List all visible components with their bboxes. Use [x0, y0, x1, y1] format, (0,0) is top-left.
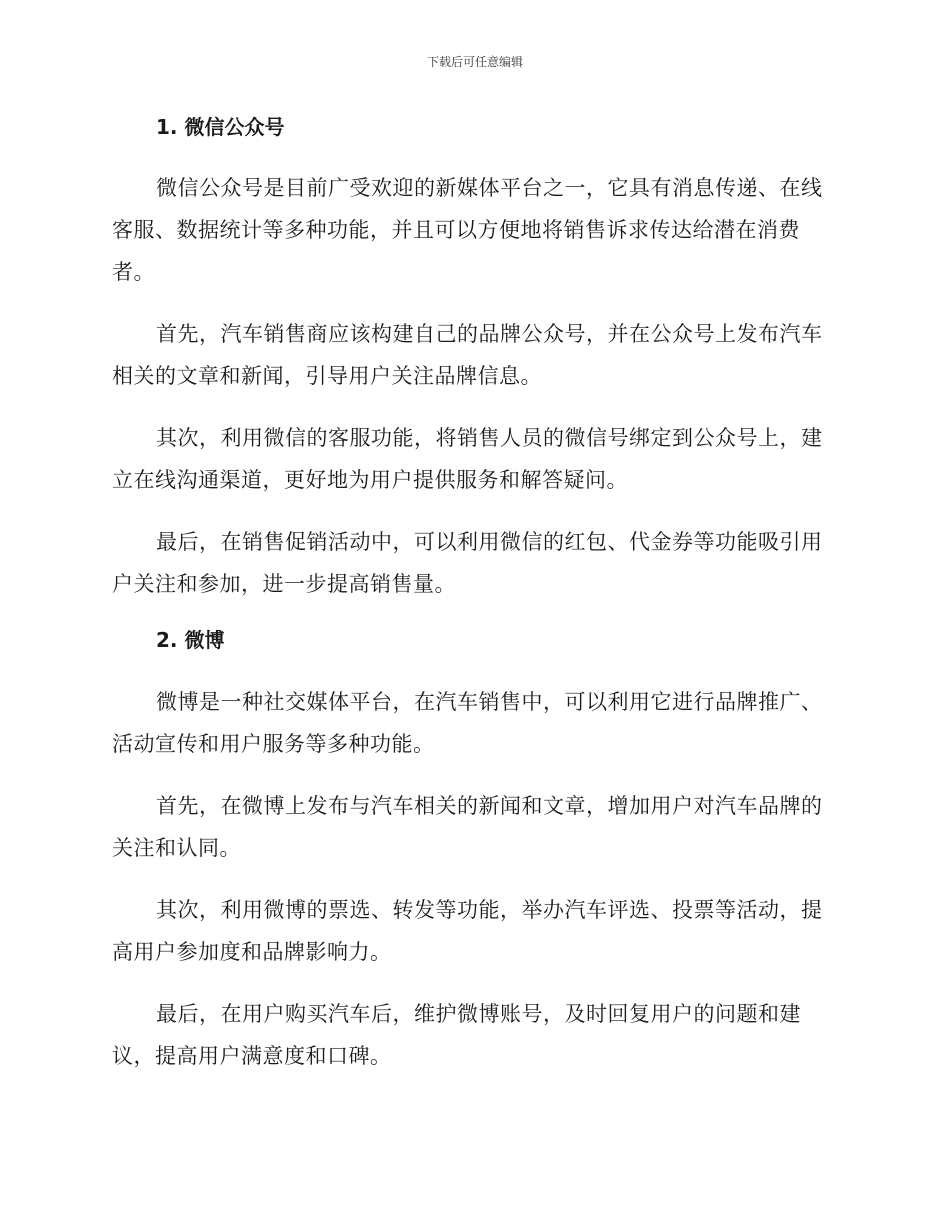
- section-heading-weibo: 2. 微博: [156, 628, 225, 652]
- paragraph: 首先，在微博上发布与汽车相关的新闻和文章，增加用户对汽车品牌的关注和认同。: [112, 794, 823, 860]
- paragraph: 其次，利用微信的客服功能，将销售人员的微信号绑定到公众号上，建立在线沟通渠道，更好地为用户提供服务和解答疑问。: [112, 426, 823, 492]
- paragraph: 首先，汽车销售商应该构建自己的品牌公众号，并在公众号上发布汽车相关的文章和新闻，引导用户关注品牌信息。: [112, 322, 823, 388]
- paragraph: 微博是一种社交媒体平台，在汽车销售中，可以利用它进行品牌推广、活动宣传和用户服务等多种功能。: [112, 690, 823, 756]
- section-heading-wechat: 1. 微信公众号: [156, 115, 285, 139]
- paragraph: 最后，在销售促销活动中，可以利用微信的红包、代金券等功能吸引用户关注和参加，进一步提高销售量。: [112, 530, 823, 596]
- page-header: 下载后可任意编辑: [426, 55, 523, 69]
- document-body: [112, 112, 838, 1097]
- paragraph: 最后，在用户购买汽车后，维护微博账号，及时回复用户的问题和建议，提高用户满意度和口碑。: [112, 1002, 801, 1068]
- paragraph: 其次，利用微博的票选、转发等功能，举办汽车评选、投票等活动，提高用户参加度和品牌影响力。: [112, 898, 823, 964]
- paragraph: 微信公众号是目前广受欢迎的新媒体平台之一，它具有消息传递、在线客服、数据统计等多种功能，并且可以方便地将销售诉求传达给潜在消费者。: [112, 176, 823, 284]
